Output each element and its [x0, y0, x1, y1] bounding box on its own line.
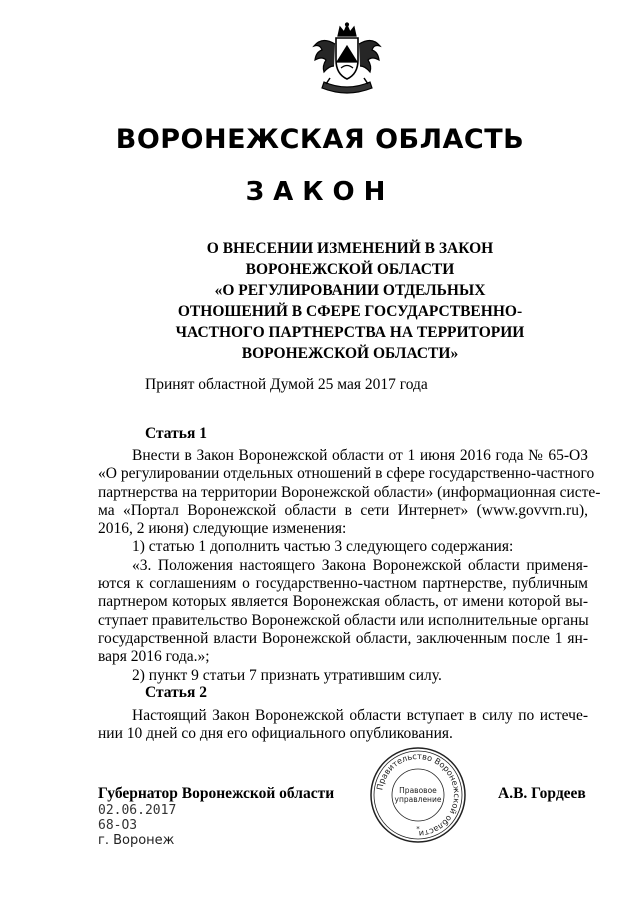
seal-star-mark: *: [416, 825, 420, 833]
signing-city: г. Воронеж: [98, 833, 175, 848]
title-line: ОТНОШЕНИЙ В СФЕРЕ ГОСУДАРСТВЕННО-: [177, 303, 523, 320]
law-number: 68-ОЗ: [98, 818, 138, 833]
law-title: [140, 238, 560, 364]
paragraph-line: ма «Портал Воронежской области в сети Интернет» (www.govvrn.ru),: [98, 501, 588, 519]
signatory-position: Губернатор Воронежской области: [98, 785, 335, 802]
paragraph-line: нии 10 дней со дня его официального опубликования.: [98, 725, 453, 743]
paragraph-line: Внести в Закон Воронежской области от 1 июня 2016 года № 65-ОЗ: [132, 447, 588, 464]
signing-date: 02.06.2017: [98, 803, 177, 818]
title-line: ЧАСТНОГО ПАРТНЕРСТВА НА ТЕРРИТОРИИ: [175, 324, 525, 341]
article-1-text: [98, 447, 601, 685]
seal-ring-text: Правительство Воронежской области: [374, 750, 463, 840]
paragraph-line: ются к соглашениям о государственно-частном партнерстве, публичным: [98, 575, 588, 593]
official-seal-stamp: [368, 745, 468, 845]
document-type-heading: ЗАКОН: [245, 177, 395, 207]
article-2-heading: Статья 2: [145, 684, 207, 701]
paragraph-line: партнерства на территории Воронежской области» (информационная систе-: [98, 483, 601, 501]
voronezh-coat-of-arms-icon: [310, 22, 384, 96]
paragraph-line: государственной власти Воронежской области, заключенным после 1 ян-: [98, 629, 588, 647]
paragraph-line: партнером которых является Воронежская область, от имени которой вы-: [98, 593, 588, 611]
seal-center-line: Правовое: [399, 786, 437, 795]
title-line: ВОРОНЕЖСКОЙ ОБЛАСТИ: [245, 261, 455, 278]
paragraph-line: ступает правительство Воронежской области или исполнительные органы: [98, 611, 589, 629]
title-line: «О РЕГУЛИРОВАНИИ ОТДЕЛЬНЫХ: [214, 282, 486, 299]
paragraph-line: 2) пункт 9 статьи 7 признать утратившим силу.: [132, 666, 442, 684]
paragraph-line: варя 2016 года.»;: [98, 648, 210, 666]
region-heading: ВОРОНЕЖСКАЯ ОБЛАСТЬ: [115, 124, 525, 155]
paragraph-line: «О регулировании отдельных отношений в сфере государственно-частного: [98, 465, 595, 483]
adoption-statement: Принят областной Думой 25 мая 2017 года: [145, 376, 428, 393]
title-line: О ВНЕСЕНИИ ИЗМЕНЕНИЙ В ЗАКОН: [206, 240, 494, 257]
signatory-name: А.В. Гордеев: [498, 785, 586, 802]
article-2-text: [98, 707, 588, 744]
paragraph-line: «3. Положения настоящего Закона Воронежской области применя-: [132, 556, 588, 574]
title-line: ВОРОНЕЖСКОЙ ОБЛАСТИ»: [241, 345, 459, 362]
paragraph-line: Настоящий Закон Воронежской области вступает в силу по истече-: [132, 707, 588, 724]
article-1-heading: Статья 1: [145, 425, 207, 442]
paragraph-line: 2016, 2 июня) следующие изменения:: [98, 520, 347, 538]
paragraph-line: 1) статью 1 дополнить частью 3 следующего содержания:: [132, 538, 514, 556]
seal-center-line: управление: [394, 795, 442, 804]
